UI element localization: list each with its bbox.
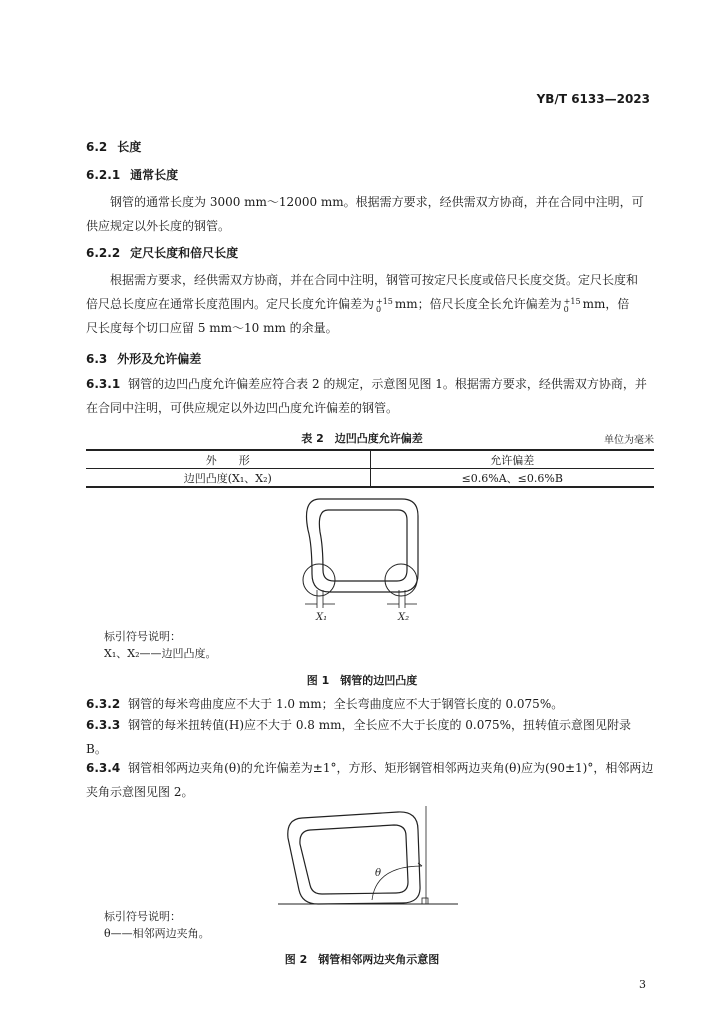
- legend-title: 标引符号说明：: [104, 910, 181, 923]
- table-unit: 单位为毫米: [604, 435, 654, 446]
- tolerance-upper: +15: [563, 297, 581, 306]
- heading-title: 通常长度: [130, 168, 179, 182]
- paragraph-6-3-1: [86, 372, 654, 420]
- figure-2-legend: [104, 908, 210, 942]
- text-run: mm，倍: [582, 297, 630, 311]
- text-run: 倍尺总长度应在通常长度范围内。定尺长度允许偏差为: [86, 297, 375, 311]
- clause-text: 钢管相邻两边夹角(θ)的允许偏差为±1°，方形、矩形钢管相邻两边夹角(θ)应为(90±1)°，相邻两边夹角示意图见图 2。: [86, 761, 654, 799]
- table-row: [86, 469, 654, 488]
- heading-title: 长度: [117, 140, 142, 154]
- heading-title: 定尺长度和倍尺长度: [130, 246, 239, 260]
- paragraph-line: 根据需方要求，经供需双方协商，并在合同中注明，钢管可按定尺长度或倍尺长度交货。定尺长度和: [110, 273, 639, 287]
- standard-code: YB/T 6133—2023: [536, 92, 650, 106]
- legend-item: X₁、X₂——边凹凸度。: [104, 647, 217, 660]
- tube-inner-profile: [300, 825, 408, 894]
- tolerance-fraction: [564, 298, 581, 314]
- heading-6-2: [86, 138, 141, 155]
- clause-text: 钢管的边凹凸度允许偏差应符合表 2 的规定，示意图见图 1。根据需方要求，经供需双方协商，并在合同中注明，可供应规定以外边凹凸度允许偏差的钢管。: [86, 377, 647, 415]
- table-header-cell: 允许偏差: [370, 450, 654, 469]
- table-title: 表 2 边凹凸度允许偏差: [301, 432, 423, 445]
- heading-6-2-2: [86, 244, 238, 261]
- heading-number: 6.2.2: [86, 246, 121, 260]
- paragraph-6-3-4: [86, 756, 654, 804]
- heading-title: 外形及允许偏差: [117, 352, 202, 366]
- tolerance-fraction: [376, 298, 393, 314]
- clause-number: 6.3.2: [86, 697, 121, 711]
- figure-1-diagram: [290, 494, 440, 626]
- label-x1: X₁: [316, 612, 328, 623]
- label-theta: θ: [375, 868, 382, 879]
- tube-outer-profile: [307, 499, 419, 592]
- clause-number: 6.3.3: [86, 718, 121, 732]
- heading-number: 6.2.1: [86, 168, 121, 182]
- table-cell: 边凹凸度(X₁、X₂): [86, 469, 370, 488]
- table-cell: ≤0.6%A、≤0.6%B: [370, 469, 654, 488]
- table-header-cell: 外 形: [86, 450, 370, 469]
- heading-6-2-1: [86, 166, 178, 183]
- tolerance-lower: 0: [376, 305, 382, 314]
- heading-6-3: [86, 350, 201, 367]
- paragraph-6-2-2: [86, 268, 654, 340]
- angle-arrow-tick: [418, 863, 422, 866]
- paragraph-line: [86, 292, 654, 316]
- clause-text: 钢管的每米扭转值(H)应不大于 0.8 mm，全长应不大于长度的 0.075%，扭转值示意图见附录 B。: [86, 718, 632, 756]
- right-angle-marker: [422, 898, 428, 904]
- paragraph-6-3-3: [86, 713, 654, 761]
- figure-1-caption: 图 1 钢管的边凹凸度: [306, 674, 418, 687]
- label-x2: X₂: [398, 612, 410, 623]
- clause-number: 6.3.1: [86, 377, 121, 391]
- tolerance-upper: +15: [376, 297, 393, 306]
- paragraph-line: 尺长度每个切口应留 5 mm～10 mm 的余量。: [86, 321, 338, 335]
- clause-number: 6.3.4: [86, 761, 121, 775]
- tolerance-lower: 0: [563, 305, 569, 314]
- figure-2-diagram: [272, 800, 462, 912]
- figure-1-legend: [104, 628, 216, 662]
- table-header-row: [86, 450, 654, 469]
- tube-inner-profile: [319, 510, 407, 581]
- clause-text: 钢管的每米弯曲度应不大于 1.0 mm；全长弯曲度应不大于钢管长度的 0.075%。: [128, 697, 564, 711]
- legend-title: 标引符号说明：: [104, 630, 181, 643]
- text-run: mm；倍尺长度全长允许偏差为: [394, 297, 562, 311]
- heading-number: 6.3: [86, 352, 108, 366]
- page-number: 3: [639, 978, 646, 991]
- heading-number: 6.2: [86, 140, 108, 154]
- figure-2-caption: 图 2 钢管相邻两边夹角示意图: [284, 953, 440, 966]
- legend-item: θ——相邻两边夹角。: [104, 927, 210, 940]
- paragraph-6-2-1: 钢管的通常长度为 3000 mm～12000 mm。根据需方要求，经供需双方协商，并在合同中注明，可供应规定以外长度的钢管。: [86, 195, 644, 233]
- tolerance-table: [86, 449, 654, 488]
